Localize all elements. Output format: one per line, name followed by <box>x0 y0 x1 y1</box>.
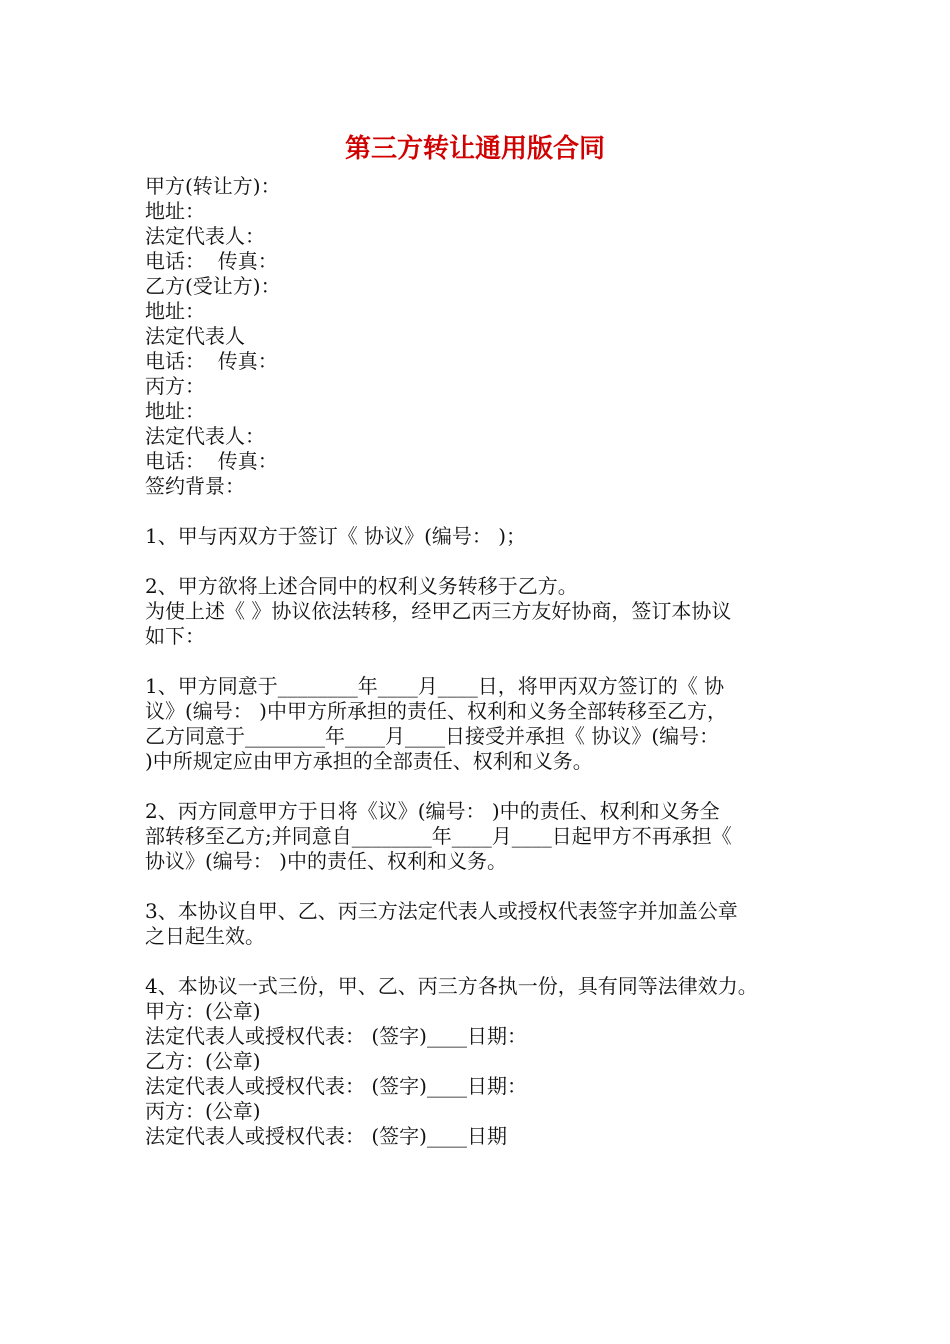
purpose-line-2: 如下： <box>145 624 205 648</box>
party-c-phone-fax: 电话： 传真： <box>145 449 278 473</box>
contract-document <box>145 128 835 1149</box>
signature-party-c-representative: 法定代表人或授权代表： (签字)____日期 <box>145 1124 507 1148</box>
party-a-representative: 法定代表人： <box>145 224 265 248</box>
spacer <box>145 499 835 524</box>
party-a-address: 地址： <box>145 199 205 223</box>
signature-party-b: 乙方：(公章) <box>145 1049 261 1073</box>
spacer <box>145 874 835 899</box>
signature-party-b-representative: 法定代表人或授权代表： (签字)____日期： <box>145 1074 527 1098</box>
spacer <box>145 549 835 574</box>
background-item-1: 1、甲与丙双方于签订《 协议》(编号： )； <box>145 524 527 548</box>
spacer <box>145 774 835 799</box>
clause-3-line-1: 3、本协议自甲、乙、丙三方法定代表人或授权代表签字并加盖公章 <box>145 899 738 923</box>
signature-party-a: 甲方：(公章) <box>145 999 261 1023</box>
clause-2-line-2: 部转移至乙方;并同意自________年____月____日起甲方不再承担《 <box>145 824 732 848</box>
party-b-phone-fax: 电话： 传真： <box>145 349 278 373</box>
party-a-phone-fax: 电话： 传真： <box>145 249 278 273</box>
party-c-label: 丙方： <box>145 374 205 398</box>
spacer <box>145 649 835 674</box>
contract-title: 第三方转让通用版合同 <box>344 134 605 164</box>
clause-1-line-3: 乙方同意于________年____月____日接受并承担《 协议》(编号： <box>145 724 720 748</box>
purpose-line-1: 为使上述《 》协议依法转移，经甲乙丙三方友好协商，签订本协议 <box>145 599 732 623</box>
party-c-address: 地址： <box>145 399 205 423</box>
party-b-address: 地址： <box>145 299 205 323</box>
signature-party-c: 丙方：(公章) <box>145 1099 261 1123</box>
clause-2-line-3: 协议》(编号： )中的责任、权利和义务。 <box>145 849 507 873</box>
signing-background-label: 签约背景： <box>145 474 245 498</box>
clause-4: 4、本协议一式三份，甲、乙、丙三方各执一份，具有同等法律效力。 <box>145 974 758 998</box>
signature-party-a-representative: 法定代表人或授权代表： (签字)____日期： <box>145 1024 527 1048</box>
party-b-label: 乙方(受让方)： <box>145 274 281 298</box>
clause-3-line-2: 之日起生效。 <box>145 924 265 948</box>
party-a-label: 甲方(转让方)： <box>145 174 281 198</box>
clause-2-line-1: 2、丙方同意甲方于日将《议》(编号： )中的责任、权利和义务全 <box>145 799 720 823</box>
clause-1-line-4: )中所规定应由甲方承担的全部责任、权利和义务。 <box>145 749 593 773</box>
party-b-representative: 法定代表人 <box>145 324 245 348</box>
clause-1-line-2: 议》(编号： )中甲方所承担的责任、权利和义务全部转移至乙方， <box>145 699 727 723</box>
spacer <box>145 949 835 974</box>
party-c-representative: 法定代表人： <box>145 424 265 448</box>
clause-1-line-1: 1、甲方同意于________年____月____日，将甲丙双方签订的《 协 <box>145 674 725 698</box>
background-item-2: 2、甲方欲将上述合同中的权利义务转移于乙方。 <box>145 574 578 598</box>
